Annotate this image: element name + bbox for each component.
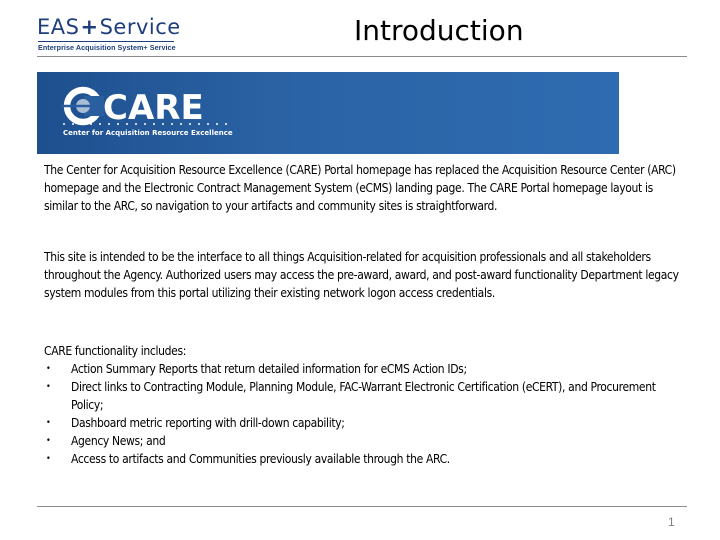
care-banner (37, 72, 619, 154)
feature-text: Direct links to Contracting Module, Planning Module, FAC-Warrant Electronic Certification (eCERT), and Procurement Policy; (71, 380, 656, 412)
bullet-icon: • (46, 382, 51, 392)
logo-underline (38, 41, 174, 42)
care-logo-text: CARE (103, 88, 204, 128)
list-item (44, 432, 684, 450)
logo-subtitle: Enterprise Acquisition System+ Service (38, 43, 176, 52)
list-item (44, 450, 684, 468)
care-c-icon (61, 90, 107, 122)
list-item (44, 360, 684, 378)
bullet-icon: • (46, 364, 51, 374)
logo-wordmark (37, 15, 181, 39)
logo-plus-sign: + (80, 15, 99, 39)
logo-eas-text: EAS (37, 15, 80, 39)
slide-title: Introduction (354, 14, 524, 47)
list-item (44, 414, 684, 432)
footer-divider (37, 506, 687, 507)
care-tagline: Center for Acquisition Resource Excellence (63, 129, 233, 137)
care-logo-graphic (37, 72, 619, 154)
intro-paragraph: The Center for Acquisition Resource Excellence (CARE) Portal homepage has replaced the Acquisition Resource Center (ARC) homepage and the Electronic Contract Management System (eCMS) landing page. The CARE Portal homepage layout is similar to the ARC, so navigation to your artifacts and community sites is straightforward. (44, 163, 676, 213)
logo-service-text: Service (99, 15, 181, 39)
purpose-paragraph: This site is intended to be the interface to all things Acquisition-related for acquisition professionals and all stakeholders throughout the Agency. Authorized users may access the pre-award, award, and post-award functionality Department legacy system modules from this portal utilizing their existing network logon access credentials. (44, 250, 679, 300)
bullet-icon: • (46, 418, 51, 428)
feature-text: Access to artifacts and Communities previously available through the ARC. (71, 452, 450, 466)
header-divider (37, 56, 687, 57)
feature-text: Action Summary Reports that return detailed information for eCMS Action IDs; (71, 362, 467, 376)
feature-text: Agency News; and (71, 434, 166, 448)
feature-list (44, 360, 684, 468)
bullet-icon: • (46, 454, 51, 464)
bullet-icon: • (46, 436, 51, 446)
page-number: 1 (668, 515, 675, 529)
feature-text: Dashboard metric reporting with drill-down capability; (71, 416, 345, 430)
functionality-heading: CARE functionality includes: (44, 344, 187, 358)
eas-service-logo (37, 15, 181, 52)
list-item (44, 378, 684, 414)
